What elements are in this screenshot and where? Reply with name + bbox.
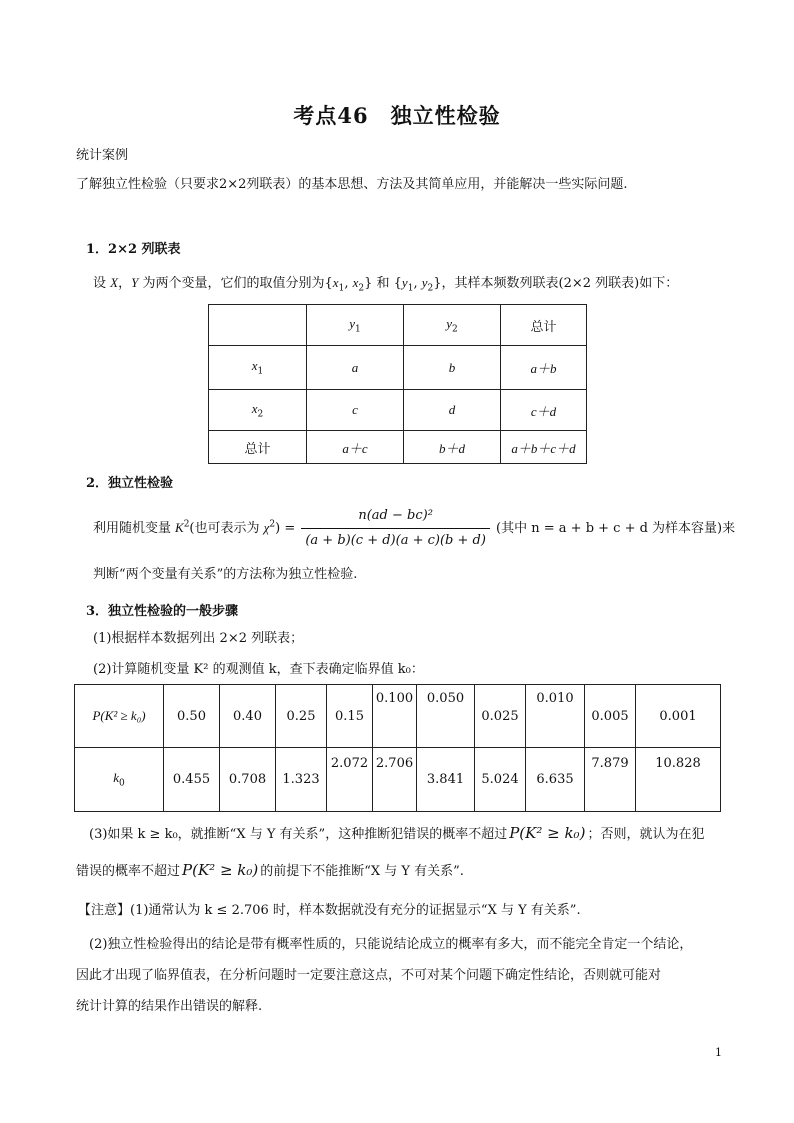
p-value-cell: 0.025 (475, 685, 526, 748)
k-row-label: $k_0$ (75, 748, 164, 812)
p-value-cell: 0.001 (636, 685, 721, 748)
intro-line-1: 统计案例 (76, 148, 129, 163)
p-value-cell: 0.15 (327, 685, 373, 748)
section-1-description: 设 X，Y 为两个变量，它们的取值分别为{$x_1$, $x_2$} 和 {$y_1$, $y_2$}，其样本频数列联表(2×2 列联表)如下： (93, 275, 679, 294)
k-value-cell: 0.708 (220, 748, 276, 812)
section-2-definition: 判断“两个变量有关系”的方法称为独立性检验. (93, 567, 358, 582)
note-2-line-2: 因此才出现了临界值表，在分析问题时一定要注意这点，不可对某个问题下确定性结论，否则就可能对 (76, 968, 662, 983)
k-value-cell: 0.455 (164, 748, 220, 812)
table-cell: b (404, 346, 501, 390)
row-label: $x_2$ (209, 390, 307, 431)
p-value-cell: 0.010 (526, 685, 585, 748)
table-cell: c (307, 390, 404, 431)
intro-line-2: 了解独立性检验（只要求2×2列联表）的基本思想、方法及其简单应用，并能解决一些实际问题. (76, 177, 628, 192)
table-header-cell: $y_1$ (307, 305, 404, 346)
k-value-cell: 3.841 (417, 748, 475, 812)
p-value-cell: 0.40 (220, 685, 276, 748)
section-3-heading: 3．独立性检验的一般步骤 (86, 604, 239, 619)
p-value-cell: 0.50 (164, 685, 220, 748)
row-label: 总计 (209, 431, 307, 464)
page-number: 1 (715, 1046, 722, 1059)
p-value-cell: 0.005 (585, 685, 636, 748)
p-row-label: P(K² ≥ k₀) (75, 685, 164, 748)
table-cell: a (307, 346, 404, 390)
note-2-line-3: 统计计算的结果作出错误的解释. (76, 999, 263, 1014)
table-header-cell: 总计 (501, 305, 587, 346)
k-value-cell: 2.706 (373, 748, 417, 812)
page-title: 考点46 独立性检验 (293, 103, 501, 128)
p-value-cell: 0.25 (276, 685, 327, 748)
k-value-cell: 7.879 (585, 748, 636, 812)
step-1: (1)根据样本数据列出 2×2 列联表； (93, 631, 304, 646)
critical-value-table (74, 684, 721, 812)
table-header-cell: $y_2$ (404, 305, 501, 346)
table-cell: d (404, 390, 501, 431)
section-2-heading: 2．独立性检验 (86, 476, 174, 491)
table-row (75, 685, 721, 748)
k-value-cell: 10.828 (636, 748, 721, 812)
table-header-cell (209, 305, 307, 346)
table-row (209, 346, 587, 390)
formula-fraction: $\frac{\text{n(ad − bc)²}}{(a + b)(c + d)(a + c)(b + d)}$ (301, 506, 490, 551)
contingency-table (208, 304, 587, 464)
p-value-cell: 0.100 (373, 685, 417, 748)
table-cell: a＋c (307, 431, 404, 464)
note-1: 【注意】(1)通常认为 k ≤ 2.706 时，样本数据就没有充分的证据显示“X 与 Y 有关系”. (78, 903, 581, 918)
note-2-line-1: (2)独立性检验得出的结论是带有概率性质的，只能说结论成立的概率有多大，而不能完全肯定一个结论， (89, 937, 693, 952)
k-value-cell: 6.635 (526, 748, 585, 812)
step-3-line-2: 错误的概率不超过 P(K² ≥ k₀) 的前提下不能推断“X 与 Y 有关系”. (76, 861, 464, 879)
table-row (209, 390, 587, 431)
table-row (209, 431, 587, 464)
table-cell: b＋d (404, 431, 501, 464)
step-2: (2)计算随机变量 K² 的观测值 k，查下表确定临界值 k₀： (93, 662, 424, 677)
table-row (75, 748, 721, 812)
step-3-line-1: (3)如果 k ≥ k₀，就推断“X 与 Y 有关系”，这种推断犯错误的概率不超过 P(K² ≥ k₀) ；否则，就认为在犯 (89, 824, 705, 842)
k-value-cell: 2.072 (327, 748, 373, 812)
k-value-cell: 5.024 (475, 748, 526, 812)
k-value-cell: 1.323 (276, 748, 327, 812)
section-1-heading: 1．2×2 列联表 (86, 242, 181, 257)
table-cell: c＋d (501, 390, 587, 431)
row-label: $x_1$ (209, 346, 307, 390)
table-cell: a＋b＋c＋d (501, 431, 587, 464)
p-value-cell: 0.050 (417, 685, 475, 748)
table-cell: a＋b (501, 346, 587, 390)
k-squared-formula: 利用随机变量 $K^2$(也可表示为 $\chi^2$) = $\frac{\text{n(ad − bc)²}}{(a + b)(c + d)(a + c)(b + d)}$ (其中 n = a + b + c + d 为样本容量)来 (93, 506, 735, 551)
